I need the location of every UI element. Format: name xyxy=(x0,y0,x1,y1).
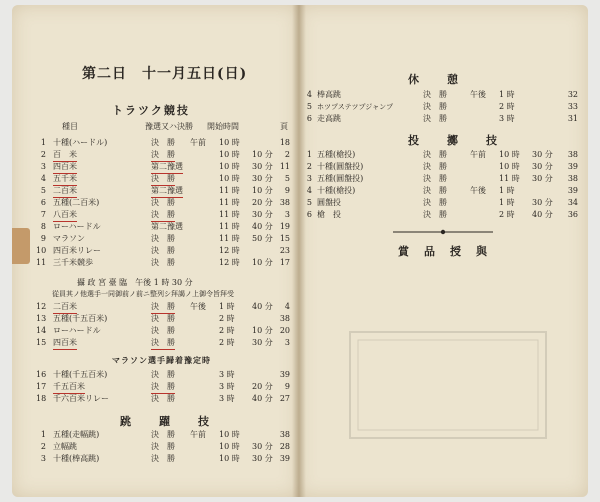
row-no: 8 xyxy=(40,222,46,231)
row-page: 15 xyxy=(279,234,290,243)
row-page: 23 xyxy=(279,246,290,255)
row-no: 3 xyxy=(306,174,312,183)
row-no: 2 xyxy=(40,442,46,451)
ceremony-line-2: 從員其ノ他選手一同御前ノ前ニ整列シ拜謁ノ上御令旨拜受 xyxy=(52,290,234,298)
row-round: 決 勝 xyxy=(423,102,447,111)
row-round: 決 勝 xyxy=(151,173,175,186)
row-page: 20 xyxy=(279,326,290,335)
row-no: 2 xyxy=(40,150,46,159)
page-title: 第二日 十一月五日(日) xyxy=(82,66,248,82)
row-h: 10 時 xyxy=(219,162,240,171)
row-no: 5 xyxy=(40,186,46,195)
row-no: 11 xyxy=(36,258,47,267)
row-m: 30 分 xyxy=(532,162,553,171)
row-event: 五種(槍投) xyxy=(317,150,356,159)
row-m: 30 分 xyxy=(252,174,273,183)
row-event: ローハードル xyxy=(53,222,101,231)
row-event: 五種(千五百米) xyxy=(53,314,108,323)
throw-heading: 投 擲 技 xyxy=(408,134,499,147)
row-round: 決 勝 xyxy=(151,138,175,147)
schedule-row xyxy=(298,89,584,101)
row-round: 決 勝 xyxy=(151,326,175,335)
row-no: 5 xyxy=(306,102,312,111)
row-no: 6 xyxy=(306,114,312,123)
row-no: 2 xyxy=(306,162,312,171)
row-page: 17 xyxy=(279,258,290,267)
header-page: 頁 xyxy=(280,122,288,131)
row-round: 決 勝 xyxy=(423,114,447,123)
row-ampm: 午前 xyxy=(190,138,206,147)
row-no: 4 xyxy=(40,174,46,183)
row-h: 3 時 xyxy=(499,114,515,123)
row-m: 30 分 xyxy=(252,338,273,347)
row-h: 2 時 xyxy=(499,102,515,111)
row-h: 10 時 xyxy=(219,150,240,159)
schedule-row xyxy=(12,381,298,393)
row-h: 10 時 xyxy=(219,138,240,147)
row-m: 30 分 xyxy=(532,174,553,183)
row-no: 7 xyxy=(40,210,46,219)
schedule-row xyxy=(12,221,298,233)
row-event: 槍 投 xyxy=(317,210,341,219)
row-round: 決 勝 xyxy=(151,149,175,162)
header-start: 開始時間 xyxy=(207,122,239,131)
header-event: 種目 xyxy=(62,122,78,131)
schedule-row xyxy=(298,101,584,113)
row-page: 39 xyxy=(279,370,290,379)
schedule-row xyxy=(12,233,298,245)
row-page: 9 xyxy=(284,186,290,195)
row-h: 11 時 xyxy=(499,174,520,183)
row-h: 10 時 xyxy=(219,442,240,451)
row-round: 決 勝 xyxy=(151,209,175,222)
row-no: 12 xyxy=(36,302,47,311)
rest-heading: 休 憩 xyxy=(408,73,460,86)
row-no: 3 xyxy=(40,162,46,171)
divider-ornament xyxy=(393,228,493,236)
row-no: 9 xyxy=(40,234,46,243)
row-h: 11 時 xyxy=(219,186,240,195)
row-round: 決 勝 xyxy=(151,246,175,255)
booklet-spread xyxy=(12,5,588,497)
row-page: 39 xyxy=(567,162,578,171)
row-page: 31 xyxy=(567,114,578,123)
row-page: 5 xyxy=(284,174,290,183)
row-page: 34 xyxy=(567,198,578,207)
row-m: 10 分 xyxy=(252,326,273,335)
row-h: 1 時 xyxy=(499,198,515,207)
row-page: 38 xyxy=(567,150,578,159)
right-page xyxy=(298,5,588,497)
award-heading: 賞 品 授 與 xyxy=(398,245,489,258)
row-event: 千五百米 xyxy=(53,381,85,394)
row-round: 決 勝 xyxy=(151,234,175,243)
row-h: 2 時 xyxy=(219,314,235,323)
left-page xyxy=(12,5,298,497)
row-h: 11 時 xyxy=(219,198,240,207)
row-no: 13 xyxy=(36,314,47,323)
row-round: 第二豫選 xyxy=(151,161,183,174)
row-m: 10 分 xyxy=(252,150,273,159)
row-page: 19 xyxy=(279,222,290,231)
schedule-row xyxy=(298,197,584,209)
row-h: 10 時 xyxy=(499,150,520,159)
marathon-heading: マラソン選手歸着豫定時 xyxy=(112,355,211,365)
schedule-row xyxy=(12,209,298,221)
row-m: 40 分 xyxy=(532,210,553,219)
schedule-row xyxy=(12,161,298,173)
row-no: 17 xyxy=(36,382,47,391)
schedule-row xyxy=(12,337,298,349)
row-m: 10 分 xyxy=(252,186,273,195)
row-h: 10 時 xyxy=(499,162,520,171)
row-page: 9 xyxy=(284,382,290,391)
row-page: 27 xyxy=(279,394,290,403)
row-round: 決 勝 xyxy=(423,162,447,171)
row-event: 八百米 xyxy=(53,209,77,222)
schedule-row xyxy=(12,325,298,337)
row-event: 立幅跳 xyxy=(53,442,77,451)
row-h: 2 時 xyxy=(499,210,515,219)
row-event: 二百米 xyxy=(53,301,77,314)
row-round: 決 勝 xyxy=(423,186,447,195)
row-ampm: 午後 xyxy=(190,302,206,311)
row-h: 1 時 xyxy=(499,90,515,99)
row-h: 1 時 xyxy=(499,186,515,195)
row-event: 百 米 xyxy=(53,149,77,162)
row-round: 決 勝 xyxy=(151,454,175,463)
row-round: 決 勝 xyxy=(151,258,175,267)
row-ampm: 午前 xyxy=(470,150,486,159)
row-event: 二百米 xyxy=(53,185,77,198)
row-no: 3 xyxy=(40,454,46,463)
row-m: 30 分 xyxy=(532,198,553,207)
row-m: 40 分 xyxy=(252,302,273,311)
row-event: 四百米 xyxy=(53,337,77,350)
row-m: 40 分 xyxy=(252,394,273,403)
schedule-row xyxy=(12,369,298,381)
row-no: 1 xyxy=(40,138,46,147)
schedule-row xyxy=(298,149,584,161)
row-m: 30 分 xyxy=(532,150,553,159)
schedule-row xyxy=(12,393,298,405)
row-page: 11 xyxy=(279,162,290,171)
binding-tab xyxy=(12,228,30,264)
row-no: 14 xyxy=(36,326,47,335)
row-event: 五千米 xyxy=(53,173,77,186)
row-round: 決 勝 xyxy=(151,198,175,207)
row-m: 30 分 xyxy=(252,442,273,451)
row-round: 決 勝 xyxy=(151,381,175,394)
row-round: 決 勝 xyxy=(151,394,175,403)
header-round: 豫選又ハ決勝 xyxy=(145,122,193,131)
schedule-row xyxy=(12,173,298,185)
row-page: 33 xyxy=(567,102,578,111)
row-page: 18 xyxy=(279,138,290,147)
row-m: 50 分 xyxy=(252,234,273,243)
schedule-row xyxy=(12,185,298,197)
row-m: 40 分 xyxy=(252,222,273,231)
row-page: 38 xyxy=(567,174,578,183)
row-event: ホツプステツプジャンプ xyxy=(317,103,394,111)
row-no: 4 xyxy=(306,90,312,99)
row-event: 五種(圓盤投) xyxy=(317,174,364,183)
row-event: 四百米 xyxy=(53,161,77,174)
row-page: 3 xyxy=(284,338,290,347)
row-round: 決 勝 xyxy=(423,174,447,183)
row-ampm: 午前 xyxy=(190,430,206,439)
row-page: 39 xyxy=(279,454,290,463)
row-event: 十種(ハードル) xyxy=(53,138,108,147)
row-no: 4 xyxy=(306,186,312,195)
row-no: 15 xyxy=(36,338,47,347)
row-round: 決 勝 xyxy=(151,430,175,439)
row-event: 圓盤投 xyxy=(317,198,341,207)
schedule-row xyxy=(12,137,298,149)
schedule-row xyxy=(12,441,298,453)
page-gutter xyxy=(292,5,306,497)
row-event: 十種(棒高跳) xyxy=(53,454,100,463)
row-round: 決 勝 xyxy=(423,198,447,207)
schedule-row xyxy=(12,453,298,465)
row-h: 2 時 xyxy=(219,326,235,335)
row-event: 千六百米リレー xyxy=(53,394,109,403)
row-round: 決 勝 xyxy=(151,301,175,314)
row-h: 10 時 xyxy=(219,430,240,439)
row-no: 5 xyxy=(306,198,312,207)
schedule-row xyxy=(298,209,584,221)
row-page: 39 xyxy=(567,186,578,195)
row-ampm: 午後 xyxy=(470,90,486,99)
track-heading: トラツク競技 xyxy=(112,104,190,117)
row-event: 三千米競歩 xyxy=(53,258,93,267)
row-event: 五種(二百米) xyxy=(53,198,100,207)
row-event: マラソン xyxy=(53,234,85,243)
row-page: 38 xyxy=(279,198,290,207)
schedule-row xyxy=(298,113,584,125)
row-h: 12 時 xyxy=(219,258,240,267)
row-round: 決 勝 xyxy=(151,442,175,451)
schedule-row xyxy=(298,173,584,185)
row-h: 3 時 xyxy=(219,370,235,379)
row-ampm: 午後 xyxy=(470,186,486,195)
row-page: 36 xyxy=(567,210,578,219)
row-event: ローハードル xyxy=(53,326,101,335)
row-page: 38 xyxy=(279,314,290,323)
row-h: 12 時 xyxy=(219,246,240,255)
row-page: 38 xyxy=(279,430,290,439)
row-h: 11 時 xyxy=(219,234,240,243)
row-page: 4 xyxy=(284,302,290,311)
row-no: 6 xyxy=(40,198,46,207)
row-page: 32 xyxy=(567,90,578,99)
row-round: 決 勝 xyxy=(423,90,447,99)
row-m: 30 分 xyxy=(252,454,273,463)
row-round: 決 勝 xyxy=(151,314,175,323)
show-through-print xyxy=(348,330,548,440)
row-m: 20 分 xyxy=(252,382,273,391)
schedule-row xyxy=(12,313,298,325)
row-no: 6 xyxy=(306,210,312,219)
schedule-row xyxy=(298,161,584,173)
schedule-row xyxy=(12,429,298,441)
row-m: 20 分 xyxy=(252,198,273,207)
row-no: 18 xyxy=(36,394,47,403)
schedule-row xyxy=(12,257,298,269)
row-no: 10 xyxy=(36,246,47,255)
row-round: 第二豫選 xyxy=(151,185,183,198)
row-no: 1 xyxy=(40,430,46,439)
row-round: 決 勝 xyxy=(423,210,447,219)
row-h: 10 時 xyxy=(219,454,240,463)
row-h: 10 時 xyxy=(219,174,240,183)
schedule-row xyxy=(12,197,298,209)
row-event: 五種(走幅跳) xyxy=(53,430,100,439)
row-h: 3 時 xyxy=(219,394,235,403)
row-h: 11 時 xyxy=(219,222,240,231)
ceremony-line-1: 攝 政 宮 臺 臨 午後 1 時 30 分 xyxy=(77,278,193,287)
row-h: 11 時 xyxy=(219,210,240,219)
row-round: 第二豫選 xyxy=(151,222,183,231)
row-event: 走高跳 xyxy=(317,114,341,123)
row-round: 決 勝 xyxy=(151,370,175,379)
row-h: 2 時 xyxy=(219,338,235,347)
row-round: 決 勝 xyxy=(151,337,175,350)
row-h: 1 時 xyxy=(219,302,235,311)
row-no: 16 xyxy=(36,370,47,379)
row-round: 決 勝 xyxy=(423,150,447,159)
row-event: 十種(槍投) xyxy=(317,186,356,195)
row-event: 十種(圓盤投) xyxy=(317,162,364,171)
row-m: 30 分 xyxy=(252,210,273,219)
row-page: 28 xyxy=(279,442,290,451)
row-no: 1 xyxy=(306,150,312,159)
jump-heading: 跳 躍 技 xyxy=(120,415,211,428)
row-m: 10 分 xyxy=(252,258,273,267)
row-event: 十種(千五百米) xyxy=(53,370,108,379)
row-page: 2 xyxy=(284,150,290,159)
row-event: 四百米リレー xyxy=(53,246,101,255)
row-event: 棒高跳 xyxy=(317,90,341,99)
schedule-row xyxy=(12,245,298,257)
row-h: 3 時 xyxy=(219,382,235,391)
row-page: 3 xyxy=(284,210,290,219)
schedule-row xyxy=(298,185,584,197)
schedule-row xyxy=(12,301,298,313)
schedule-row xyxy=(12,149,298,161)
row-m: 30 分 xyxy=(252,162,273,171)
